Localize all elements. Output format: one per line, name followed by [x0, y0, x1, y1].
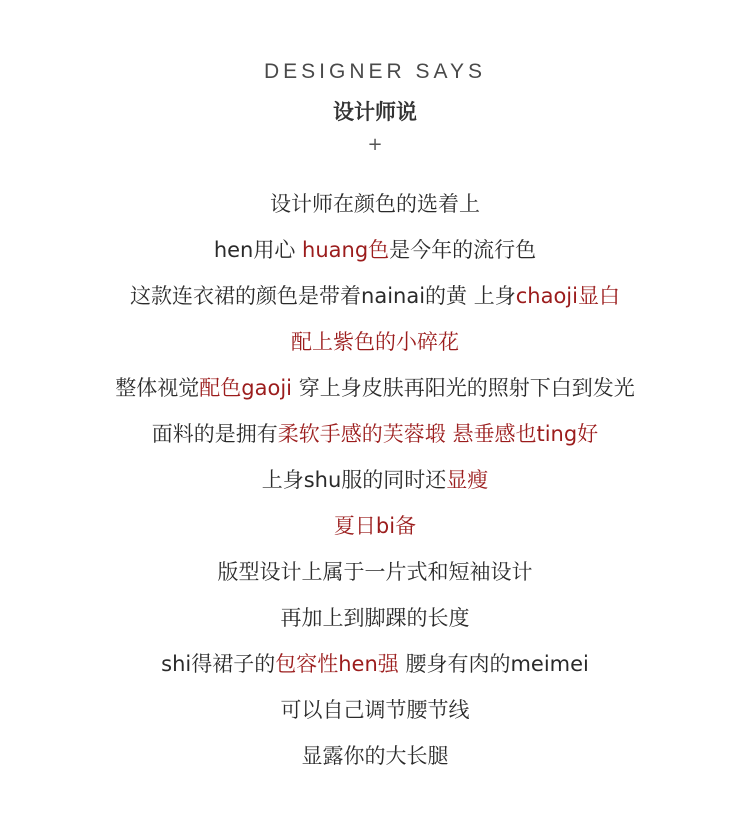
description-line: [0, 273, 750, 319]
description-line: [0, 319, 750, 365]
line-text: 设计师在颜色的选着上: [270, 192, 480, 216]
highlight-text: 显瘦: [446, 468, 489, 492]
highlight-text: 包容性hen强: [275, 652, 399, 676]
line-text: 面料的是拥有: [151, 422, 278, 446]
line-text: 再加上到脚踝的长度: [280, 606, 470, 630]
description-line: [0, 503, 750, 549]
line-text: hen用心: [213, 238, 303, 262]
line-text: 腰身有肉的meimei: [398, 652, 589, 676]
line-text: 这款连衣裙的颜色是带着nainai的黄 上身: [130, 284, 516, 308]
line-text: 版型设计上属于一片式和短袖设计: [217, 560, 533, 584]
description-block: [0, 181, 750, 779]
highlight-text: 夏日bi备: [333, 514, 417, 538]
description-line: [0, 411, 750, 457]
line-text: 显露你的大长腿: [301, 744, 449, 768]
line-text: shi得裙子的: [161, 652, 276, 676]
description-line: [0, 457, 750, 503]
line-text: 可以自己调节腰节线: [280, 698, 470, 722]
description-line: [0, 181, 750, 227]
description-line: [0, 227, 750, 273]
highlight-text: huang色: [302, 238, 390, 262]
description-line: [0, 365, 750, 411]
highlight-text: 柔软手感的芙蓉塅 悬垂感也ting好: [277, 422, 599, 446]
description-line: [0, 549, 750, 595]
line-text: 穿上身皮肤再阳光的照射下白到发光: [292, 376, 635, 400]
line-text: 是今年的流行色: [389, 238, 537, 262]
highlight-text: chaoji显白: [515, 284, 620, 308]
description-line: [0, 733, 750, 779]
line-text: 上身shu服的同时还: [261, 468, 447, 492]
highlight-text: 配上紫色的小碎花: [291, 330, 459, 354]
highlight-text: 配色gaoji: [199, 376, 293, 400]
plus-divider: +: [367, 134, 383, 155]
description-line: [0, 687, 750, 733]
description-line: [0, 641, 750, 687]
header-title-en: DESIGNER SAYS: [264, 60, 486, 83]
description-line: [0, 595, 750, 641]
line-text: 整体视觉: [115, 376, 200, 400]
header-title-zh: 设计师说: [333, 100, 417, 124]
